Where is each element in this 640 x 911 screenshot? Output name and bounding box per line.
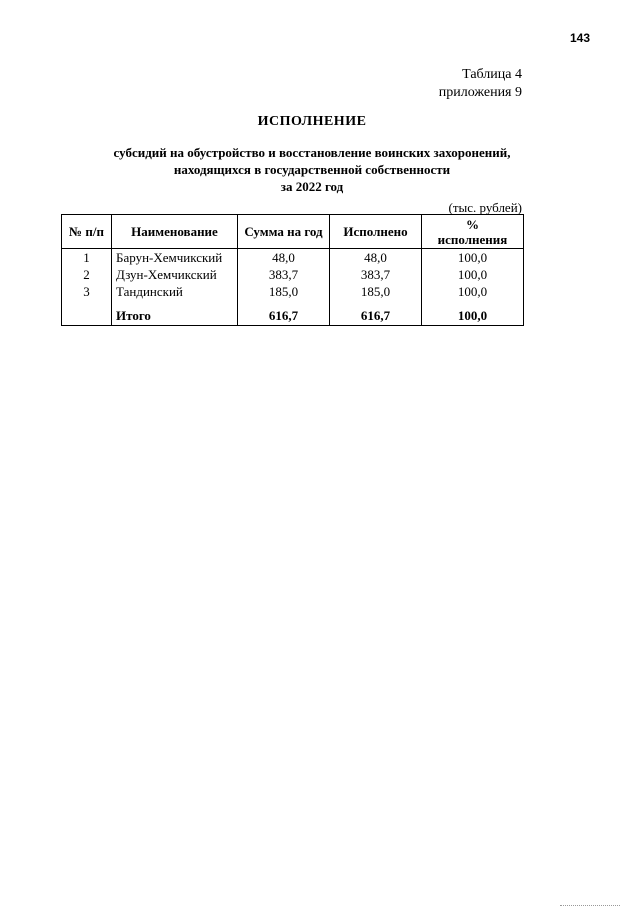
table-label: Таблица 4 xyxy=(462,67,522,82)
scan-artifact xyxy=(560,905,620,908)
row-name: Тандинский xyxy=(112,283,238,300)
row-percent: 100,0 xyxy=(422,283,524,300)
row-done: 383,7 xyxy=(330,266,422,283)
table-reference xyxy=(439,66,522,102)
title-main: ИСПОЛНЕНИЕ xyxy=(257,114,367,129)
units-label: (тыс. рублей) xyxy=(448,200,522,215)
row-done: 48,0 xyxy=(330,249,422,267)
subsidy-table xyxy=(61,214,524,326)
row-num: 2 xyxy=(62,266,112,283)
table-body xyxy=(62,249,524,326)
total-percent: 100,0 xyxy=(422,300,524,326)
row-percent: 100,0 xyxy=(422,249,524,267)
total-row xyxy=(62,300,524,326)
total-done: 616,7 xyxy=(330,300,422,326)
row-percent: 100,0 xyxy=(422,266,524,283)
row-sum: 383,7 xyxy=(238,266,330,283)
row-done: 185,0 xyxy=(330,283,422,300)
table-header xyxy=(62,215,524,249)
row-sum: 185,0 xyxy=(238,283,330,300)
row-sum: 48,0 xyxy=(238,249,330,267)
table-row xyxy=(62,249,524,267)
header-sum: Сумма на год xyxy=(238,215,330,249)
header-name: Наименование xyxy=(112,215,238,249)
table-row xyxy=(62,283,524,300)
title-line-1: субсидий на обустройство и восстановление воинских захоронений, xyxy=(113,145,511,160)
title-line-2: находящихся в государственной собственности xyxy=(173,162,451,177)
header-num: № п/п xyxy=(62,215,112,249)
appendix-label: приложения 9 xyxy=(438,85,522,100)
document-title xyxy=(62,114,562,195)
total-num xyxy=(62,300,112,326)
table-row xyxy=(62,266,524,283)
header-percent-label: исполнения xyxy=(437,231,508,247)
title-line-3: за 2022 год xyxy=(280,179,344,194)
page-number: 143 xyxy=(569,31,590,45)
header-percent-symbol: % xyxy=(466,216,479,232)
row-name: Барун-Хемчикский xyxy=(112,249,238,267)
row-num: 1 xyxy=(62,249,112,267)
header-done: Исполнено xyxy=(330,215,422,249)
header-percent xyxy=(422,215,524,249)
row-num: 3 xyxy=(62,283,112,300)
header-row xyxy=(62,215,524,249)
total-label: Итого xyxy=(112,300,238,326)
total-sum: 616,7 xyxy=(238,300,330,326)
row-name: Дзун-Хемчикский xyxy=(112,266,238,283)
